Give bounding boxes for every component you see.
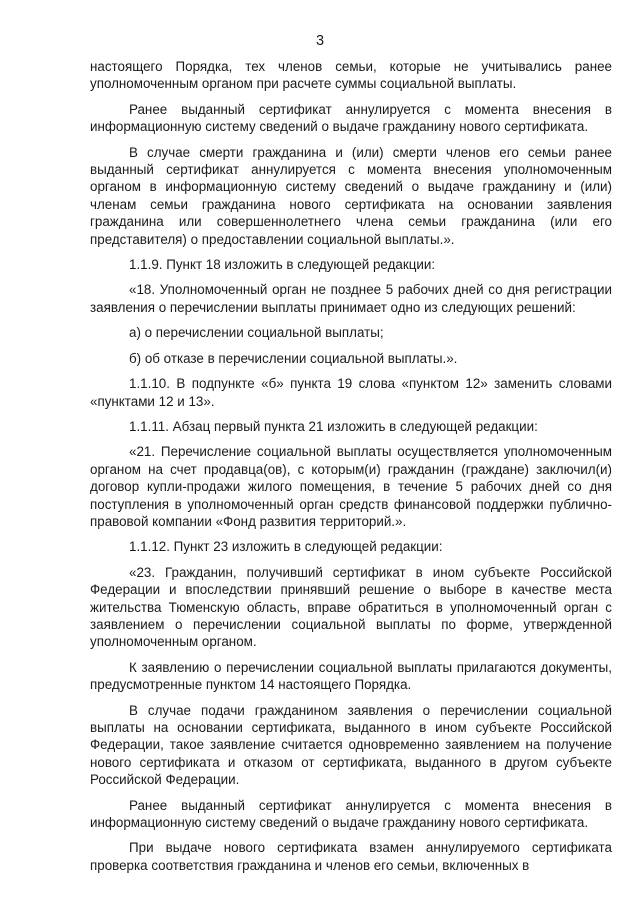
paragraph: При выдаче нового сертификата взамен аннулируемого сертификата проверка соответствия гражданина и членов его семьи, включенных в [90,840,612,873]
paragraph: 1.1.12. Пункт 23 изложить в следующей редакции: [129,539,443,555]
document-body [90,58,612,882]
paragraph: В случае смерти гражданина и (или) смерти членов его семьи ранее выданный сертификат аннулируется с момента внесения уполномоченным органом в информационную систему сведений о выдаче гражданину и (или) членам семьи гражданина нового сертификата на основании заявления гражданина или совершеннолетнего члена семьи гражданина (или его представителя) о предоставлении социальной выплаты.». [90,144,612,247]
paragraph: Ранее выданный сертификат аннулируется с момента внесения в информационную систему сведений о выдаче гражданину нового сертификата. [90,797,612,831]
paragraph: К заявлению о перечислении социальной выплаты прилагаются документы, предусмотренные пунктом 14 настоящего Порядка. [90,659,612,693]
paragraph: «23. Гражданин, получивший сертификат в ином субъекте Российской Федерации и впоследствии принявший решение о выборе в качестве места жительства Тюменскую область, вправе обратиться в уполномоченный орган с заявлением о перечислении социальной выплаты по форме, утвержденной уполномоченным органом. [90,564,612,650]
paragraph: 1.1.10. В подпункте «б» пункта 19 слова «пунктом 12» заменить словами «пунктами 12 и 13». [90,376,612,409]
paragraph: Ранее выданный сертификат аннулируется с момента внесения в информационную систему сведений о выдаче гражданину нового сертификата. [90,101,612,135]
paragraph: В случае подачи гражданином заявления о перечислении социальной выплаты на основании сертификата, выданного в ином субъекте Российской Федерации, такое заявление считается одновременно заявлением на получение нового сертификата и отказом от сертификата, выданного в другом субъекте Российской Федерации. [90,702,612,788]
page-number: 3 [315,33,325,49]
paragraph: 1.1.11. Абзац первый пункта 21 изложить в следующей редакции: [129,418,538,434]
paragraph: 1.1.9. Пункт 18 изложить в следующей редакции: [129,257,436,273]
paragraph: б) об отказе в перечислении социальной выплаты.». [129,350,458,366]
paragraph: «18. Уполномоченный орган не позднее 5 рабочих дней со дня регистрации заявления о перечислении выплаты принимает одно из следующих решений: [90,282,612,315]
paragraph-continuation: настоящего Порядка, тех членов семьи, которые не учитывались ранее уполномоченным органом при расчете суммы социальной выплаты. [90,59,612,92]
paragraph: «21. Перечисление социальной выплаты осуществляется уполномоченным органом на счет продавца(ов), с которым(и) гражданин (граждане) заключил(и) договор купли-продажи жилого помещения, в течение 5 рабочих дней со дня поступления в уполномоченный орган средств финансовой поддержки публично-правовой компании «Фонд развития территорий.». [90,444,612,529]
paragraph: а) о перечислении социальной выплаты; [129,325,384,341]
